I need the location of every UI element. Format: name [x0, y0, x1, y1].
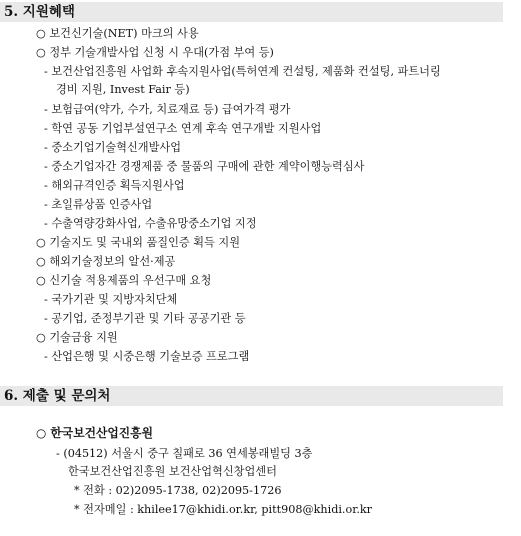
list-item: - 해외규격인증 획득지원사업 — [44, 179, 185, 192]
list-item: - 산업은행 및 시중은행 기술보증 프로그램 — [44, 350, 250, 363]
list-item-continuation: 경비 지원, Invest Fair 등) — [56, 83, 190, 96]
list-item: ○ 신기술 적용제품의 우선구매 요청 — [36, 274, 212, 287]
list-item: ○ 기술금융 지원 — [36, 331, 118, 344]
contact-phone: * 전화 : 02)2095-1738, 02)2095-1726 — [74, 484, 282, 497]
contact-email: * 전자메일 : khilee17@khidi.or.kr, pitt908@khidi.or.kr — [74, 503, 373, 516]
list-item: - 중소기업기술혁신개발사업 — [44, 141, 182, 154]
list-item: - 보건산업진흥원 사업화 후속지원사업(특허연계 컨설팅, 제품화 컨설팅, 파트너링 — [44, 65, 441, 78]
section-6-heading: 6. 제출 및 문의처 — [0, 386, 503, 406]
list-item: - 공기업, 준정부기관 및 기타 공공기관 등 — [44, 312, 246, 325]
list-item: - 초일류상품 인증사업 — [44, 198, 153, 211]
list-item: - 보험급여(약가, 수가, 치료재료 등) 급여가격 평가 — [44, 103, 291, 116]
contact-address: - (04512) 서울시 중구 칠패로 36 연세봉래빌딩 3층 — [56, 447, 313, 460]
list-item: - 중소기업자간 경쟁제품 중 물품의 구매에 관한 계약이행능력심사 — [44, 160, 365, 173]
list-item: - 수출역량강화사업, 수출유망중소기업 지정 — [44, 217, 257, 230]
list-item: - 국가기관 및 지방자치단체 — [44, 293, 178, 306]
contact-organization: ○ 한국보건산업진흥원 — [36, 426, 153, 440]
list-item: ○ 보건신기술(NET) 마크의 사용 — [36, 27, 199, 40]
list-item: ○ 해외기술정보의 알선·제공 — [36, 255, 176, 268]
contact-department: 한국보건산업진흥원 보건산업혁신창업센터 — [68, 465, 277, 478]
section-5-heading: 5. 지원혜택 — [0, 2, 503, 22]
list-item: ○ 정부 기술개발사업 신청 시 우대(가점 부여 등) — [36, 46, 274, 59]
list-item: - 학연 공동 기업부설연구소 연계 후속 연구개발 지원사업 — [44, 122, 322, 135]
list-item: ○ 기술지도 및 국내외 품질인증 획득 지원 — [36, 236, 241, 249]
